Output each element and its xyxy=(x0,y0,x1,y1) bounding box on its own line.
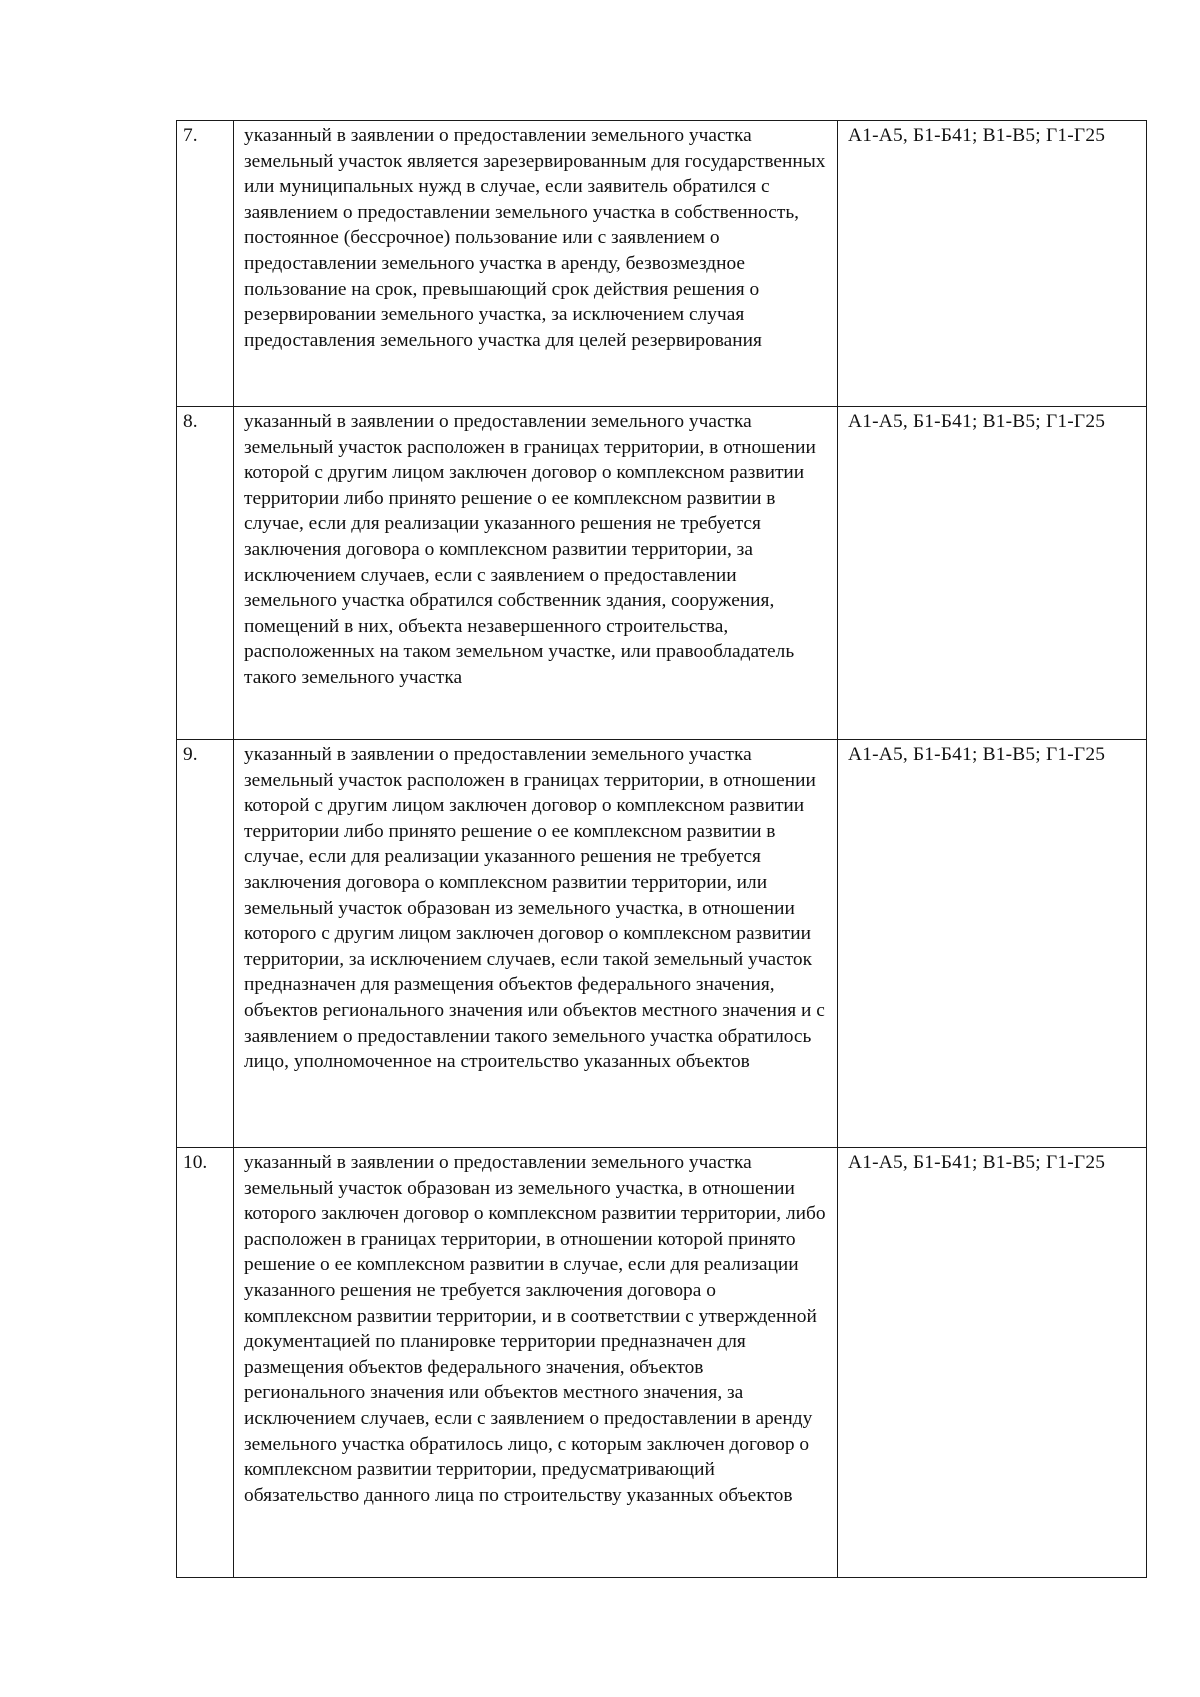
table-row xyxy=(177,121,1147,407)
table-row xyxy=(177,1148,1147,1578)
table-row xyxy=(177,740,1147,1148)
table-row xyxy=(177,407,1147,740)
row-description: указанный в заявлении о предоставлении земельного участка земельный участок является зарезервированным для государственных или муниципальных нужд в случае, если заявитель обратился с заявлением о предоставлении земельного участка в собственность, постоянное (бессрочное) пользование или с заявлением о предоставлении земельного участка в аренду, безвозмездное пользование на срок, превышающий срок действия решения о резервировании земельного участка, за исключением случая предоставления земельного участка для целей резервирования xyxy=(234,121,838,407)
row-description: указанный в заявлении о предоставлении земельного участка земельный участок расположен в границах территории, в отношении которой с другим лицом заключен договор о комплексном развитии территории либо принято решение о ее комплексном развитии в случае, если для реализации указанного решения не требуется заключения договора о комплексном развитии территории, или земельный участок образован из земельного участка, в отношении которого с другим лицом заключен договор о комплексном развитии территории, за исключением случаев, если такой земельный участок предназначен для размещения объектов федерального значения, объектов регионального значения или объектов местного значения и с заявлением о предоставлении такого земельного участка обратилось лицо, уполномоченное на строительство указанных объектов xyxy=(234,740,838,1148)
row-description: указанный в заявлении о предоставлении земельного участка земельный участок расположен в границах территории, в отношении которой с другим лицом заключен договор о комплексном развитии территории либо принято решение о ее комплексном развитии в случае, если для реализации указанного решения не требуется заключения договора о комплексном развитии территории, за исключением случаев, если с заявлением о предоставлении земельного участка обратился собственник здания, сооружения, помещений в них, объекта незавершенного строительства, расположенных на таком земельном участке, или правообладатель такого земельного участка xyxy=(234,407,838,740)
row-description: указанный в заявлении о предоставлении земельного участка земельный участок образован из земельного участка, в отношении которого заключен договор о комплексном развитии территории, либо расположен в границах территории, в отношении которой принято решение о ее комплексном развитии в случае, если для реализации указанного решения не требуется заключения договора о комплексном развитии территории, и в соответствии с утвержденной документацией по планировке территории предназначен для размещения объектов федерального значения, объектов регионального значения или объектов местного значения, за исключением случаев, если с заявлением о предоставлении в аренду земельного участка обратилось лицо, с которым заключен договор о комплексном развитии территории, предусматривающий обязательство данного лица по строительству указанных объектов xyxy=(234,1148,838,1578)
row-number: 9. xyxy=(177,740,234,1148)
row-codes: А1-А5, Б1-Б41; В1-В5; Г1-Г25 xyxy=(838,121,1147,407)
row-number: 7. xyxy=(177,121,234,407)
row-codes: А1-А5, Б1-Б41; В1-В5; Г1-Г25 xyxy=(838,1148,1147,1578)
grounds-table xyxy=(176,120,1147,1578)
row-codes: А1-А5, Б1-Б41; В1-В5; Г1-Г25 xyxy=(838,407,1147,740)
row-number: 8. xyxy=(177,407,234,740)
row-codes: А1-А5, Б1-Б41; В1-В5; Г1-Г25 xyxy=(838,740,1147,1148)
row-number: 10. xyxy=(177,1148,234,1578)
